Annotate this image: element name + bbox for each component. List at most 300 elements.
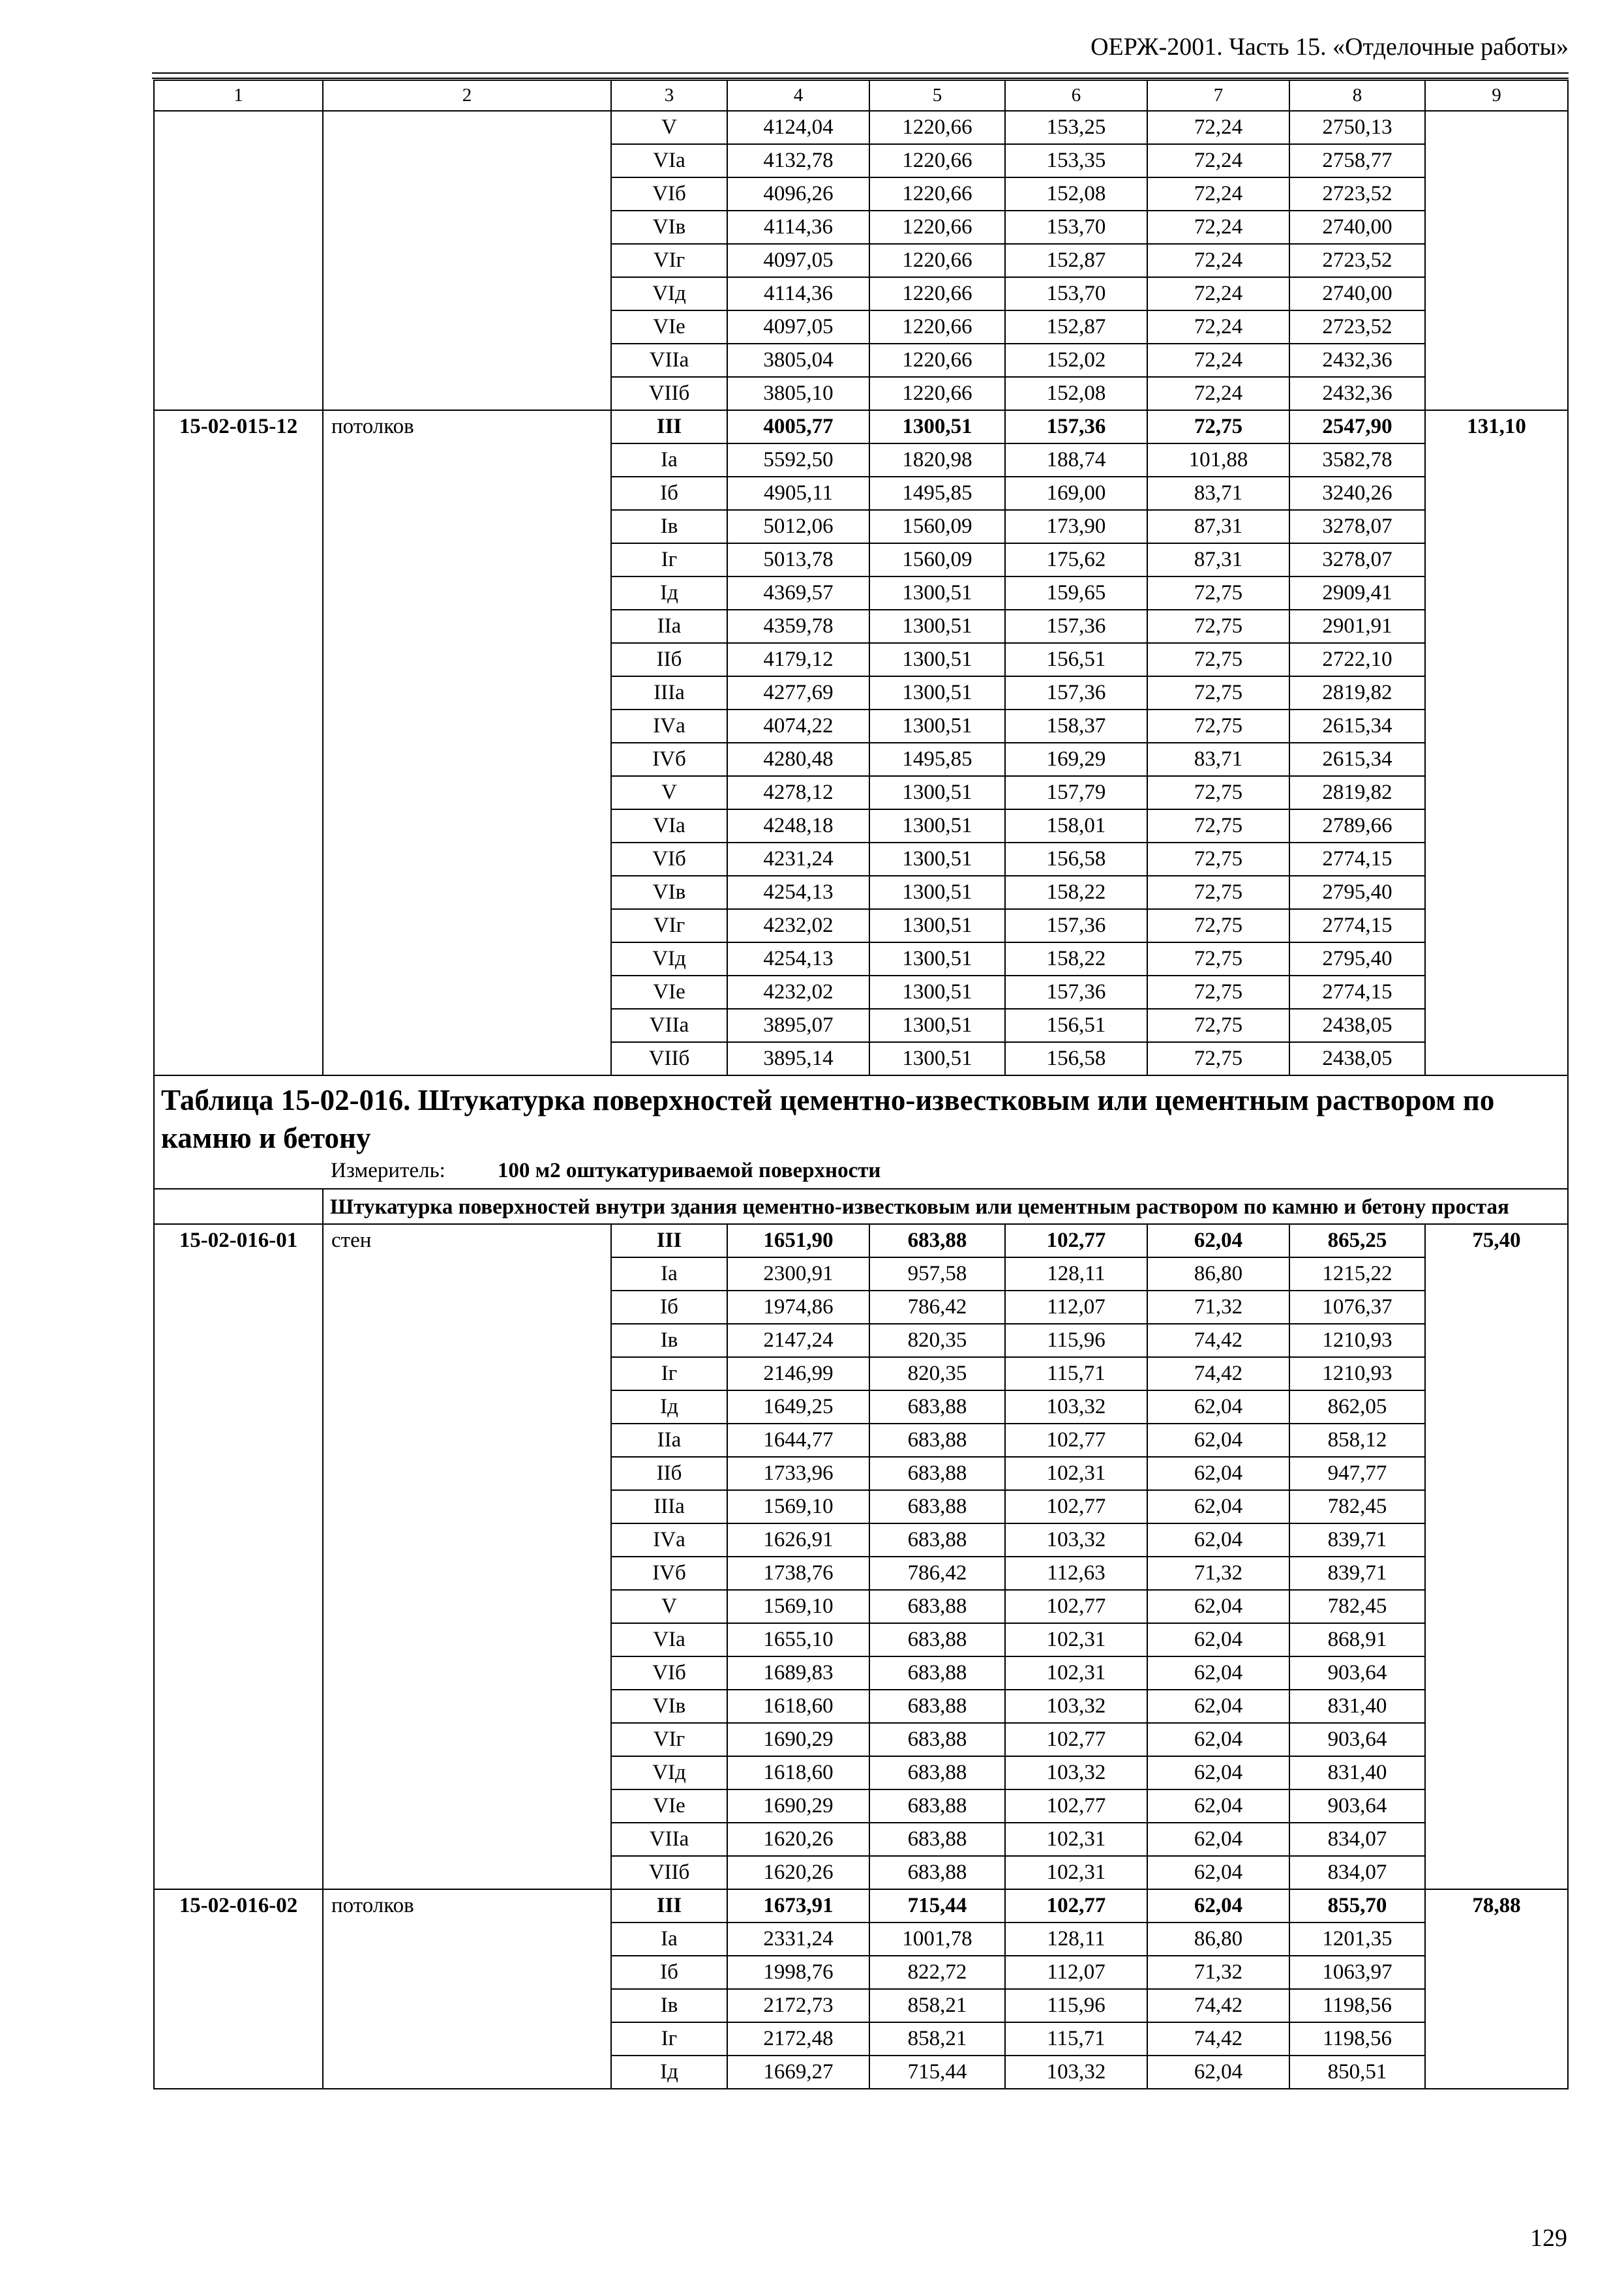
materials-cost: 858,12: [1289, 1424, 1425, 1457]
machine-cost: 102,77: [1005, 1789, 1147, 1823]
total-cost: 2300,91: [727, 1257, 869, 1291]
zone: Iд: [611, 2056, 727, 2089]
machine-cost: 175,62: [1005, 543, 1147, 576]
zone: VIг: [611, 1723, 727, 1756]
materials-cost: 2789,66: [1289, 809, 1425, 843]
materials-cost: 2750,13: [1289, 111, 1425, 144]
total-cost: 1618,60: [727, 1756, 869, 1789]
machine-cost: 153,25: [1005, 111, 1147, 144]
materials-cost: 2819,82: [1289, 776, 1425, 809]
total-cost: 4005,77: [727, 410, 869, 443]
machine-cost: 169,29: [1005, 743, 1147, 776]
zone: IVб: [611, 743, 727, 776]
zone: VIв: [611, 876, 727, 909]
rate-code: 15-02-016-01: [154, 1224, 323, 1889]
materials-cost: 947,77: [1289, 1457, 1425, 1490]
total-cost: 1738,76: [727, 1557, 869, 1590]
materials-cost: 2615,34: [1289, 710, 1425, 743]
machine-cost: 112,63: [1005, 1557, 1147, 1590]
zone: VIIб: [611, 377, 727, 410]
labor-cost: 1300,51: [869, 1009, 1005, 1042]
machinist-wage: 71,32: [1147, 1956, 1289, 1989]
materials-cost: 862,05: [1289, 1390, 1425, 1424]
machinist-wage: 62,04: [1147, 1390, 1289, 1424]
total-cost: 4179,12: [727, 643, 869, 676]
labor-cost: 1300,51: [869, 576, 1005, 610]
total-cost: 4097,05: [727, 244, 869, 277]
materials-cost: 2795,40: [1289, 876, 1425, 909]
machine-cost: 102,31: [1005, 1823, 1147, 1856]
machine-cost: 115,71: [1005, 1357, 1147, 1390]
zone: VIа: [611, 1623, 727, 1656]
total-cost: 1620,26: [727, 1856, 869, 1889]
zone: IIа: [611, 610, 727, 643]
labor-cost: 683,88: [869, 1690, 1005, 1723]
total-cost: 4074,22: [727, 710, 869, 743]
labor-cost: 957,58: [869, 1257, 1005, 1291]
zone: VIд: [611, 277, 727, 310]
labor-cost: 1495,85: [869, 743, 1005, 776]
machine-cost: 153,35: [1005, 144, 1147, 177]
machine-cost: 153,70: [1005, 211, 1147, 244]
total-cost: 2146,99: [727, 1357, 869, 1390]
total-cost: 2172,73: [727, 1989, 869, 2022]
total-cost: 1644,77: [727, 1424, 869, 1457]
zone: IIIа: [611, 676, 727, 710]
labor-cost: 1300,51: [869, 942, 1005, 976]
materials-cost: 2615,34: [1289, 743, 1425, 776]
rate-code: 15-02-016-02: [154, 1889, 323, 2089]
column-number: 3: [611, 80, 727, 111]
materials-cost: 834,07: [1289, 1823, 1425, 1856]
labor-cost: 1300,51: [869, 410, 1005, 443]
total-cost: 1689,83: [727, 1656, 869, 1690]
machine-cost: 115,71: [1005, 2022, 1147, 2056]
machinist-wage: 62,04: [1147, 1690, 1289, 1723]
machine-cost: 156,58: [1005, 843, 1147, 876]
zone: Iб: [611, 1956, 727, 1989]
zone: VIе: [611, 976, 727, 1009]
measure-value: 100 м2 оштукатуриваемой поверхности: [497, 1159, 881, 1182]
zone: Iа: [611, 1922, 727, 1956]
measure-unit: [161, 1157, 1561, 1184]
labor-cost: 1001,78: [869, 1922, 1005, 1956]
labor-cost: 1220,66: [869, 211, 1005, 244]
machine-cost: 156,58: [1005, 1042, 1147, 1075]
total-cost: 4254,13: [727, 942, 869, 976]
labor-cost: 1220,66: [869, 310, 1005, 344]
zone: III: [611, 1224, 727, 1257]
machine-cost: 188,74: [1005, 443, 1147, 477]
machine-cost: 128,11: [1005, 1922, 1147, 1956]
machinist-wage: 62,04: [1147, 1224, 1289, 1257]
total-cost: 4369,57: [727, 576, 869, 610]
zone: Iг: [611, 1357, 727, 1390]
machine-cost: 159,65: [1005, 576, 1147, 610]
total-cost: 1690,29: [727, 1789, 869, 1823]
zone: III: [611, 1889, 727, 1922]
total-cost: 4096,26: [727, 177, 869, 211]
total-cost: 4905,11: [727, 477, 869, 510]
machinist-wage: 72,75: [1147, 610, 1289, 643]
machinist-wage: 72,75: [1147, 876, 1289, 909]
machine-cost: 103,32: [1005, 1390, 1147, 1424]
machine-cost: 102,31: [1005, 1623, 1147, 1656]
labor-hours: 131,10: [1425, 410, 1568, 1075]
machinist-wage: 62,04: [1147, 1523, 1289, 1557]
zone: VIг: [611, 909, 727, 942]
zone: VIIб: [611, 1856, 727, 1889]
zone: VIIа: [611, 344, 727, 377]
machinist-wage: 62,04: [1147, 1789, 1289, 1823]
machine-cost: 102,77: [1005, 1224, 1147, 1257]
total-cost: 1569,10: [727, 1490, 869, 1523]
machinist-wage: 72,24: [1147, 277, 1289, 310]
labor-cost: 683,88: [869, 1590, 1005, 1623]
total-cost: 4248,18: [727, 809, 869, 843]
zone: V: [611, 1590, 727, 1623]
labor-cost: 1300,51: [869, 809, 1005, 843]
zone: Iв: [611, 1324, 727, 1357]
total-cost: 1733,96: [727, 1457, 869, 1490]
labor-cost: 1300,51: [869, 610, 1005, 643]
zone: VIб: [611, 177, 727, 211]
zone: IVа: [611, 710, 727, 743]
zone: Iб: [611, 477, 727, 510]
machinist-wage: 87,31: [1147, 543, 1289, 576]
materials-cost: 850,51: [1289, 2056, 1425, 2089]
machine-cost: 152,08: [1005, 377, 1147, 410]
total-cost: 2172,48: [727, 2022, 869, 2056]
materials-cost: 1198,56: [1289, 2022, 1425, 2056]
zone: VIд: [611, 942, 727, 976]
labor-cost: 1820,98: [869, 443, 1005, 477]
total-cost: 3895,07: [727, 1009, 869, 1042]
materials-cost: 1210,93: [1289, 1357, 1425, 1390]
zone: Iв: [611, 510, 727, 543]
column-number: 2: [323, 80, 611, 111]
labor-hours: 78,88: [1425, 1889, 1568, 2089]
labor-cost: 858,21: [869, 1989, 1005, 2022]
labor-cost: 683,88: [869, 1523, 1005, 1557]
zone: IIб: [611, 643, 727, 676]
zone: VIе: [611, 1789, 727, 1823]
labor-cost: 1300,51: [869, 909, 1005, 942]
machine-cost: 157,36: [1005, 410, 1147, 443]
labor-cost: 1560,09: [869, 543, 1005, 576]
page-number: 129: [1530, 2224, 1567, 2252]
labor-cost: 715,44: [869, 2056, 1005, 2089]
subsection-indent: [154, 1189, 323, 1224]
table-row: [154, 1224, 1568, 1257]
machine-cost: 157,36: [1005, 909, 1147, 942]
labor-cost: 683,88: [869, 1490, 1005, 1523]
zone: VIIб: [611, 1042, 727, 1075]
subsection-row: [154, 1189, 1568, 1224]
machine-cost: 102,77: [1005, 1889, 1147, 1922]
materials-cost: 1201,35: [1289, 1922, 1425, 1956]
machine-cost: 158,22: [1005, 876, 1147, 909]
machinist-wage: 72,75: [1147, 809, 1289, 843]
machinist-wage: 72,24: [1147, 211, 1289, 244]
materials-cost: 1210,93: [1289, 1324, 1425, 1357]
machine-cost: 112,07: [1005, 1956, 1147, 1989]
total-cost: 2147,24: [727, 1324, 869, 1357]
machinist-wage: 74,42: [1147, 1324, 1289, 1357]
materials-cost: 2901,91: [1289, 610, 1425, 643]
zone: IIIа: [611, 1490, 727, 1523]
rate-code: [154, 111, 323, 410]
total-cost: 4114,36: [727, 277, 869, 310]
machine-cost: 102,31: [1005, 1656, 1147, 1690]
machine-cost: 153,70: [1005, 277, 1147, 310]
machinist-wage: 74,42: [1147, 1357, 1289, 1390]
zone: Iг: [611, 2022, 727, 2056]
materials-cost: 782,45: [1289, 1590, 1425, 1623]
materials-cost: 2758,77: [1289, 144, 1425, 177]
total-cost: 5592,50: [727, 443, 869, 477]
total-cost: 3805,10: [727, 377, 869, 410]
machine-cost: 156,51: [1005, 1009, 1147, 1042]
labor-cost: 1495,85: [869, 477, 1005, 510]
machinist-wage: 72,24: [1147, 344, 1289, 377]
zone: VIв: [611, 1690, 727, 1723]
total-cost: 1651,90: [727, 1224, 869, 1257]
materials-cost: 839,71: [1289, 1557, 1425, 1590]
materials-cost: 2774,15: [1289, 976, 1425, 1009]
materials-cost: 2438,05: [1289, 1042, 1425, 1075]
total-cost: 4097,05: [727, 310, 869, 344]
machine-cost: 103,32: [1005, 2056, 1147, 2089]
total-cost: 4132,78: [727, 144, 869, 177]
zone: Iв: [611, 1989, 727, 2022]
labor-cost: 683,88: [869, 1457, 1005, 1490]
machinist-wage: 72,24: [1147, 377, 1289, 410]
total-cost: 4277,69: [727, 676, 869, 710]
machinist-wage: 62,04: [1147, 1490, 1289, 1523]
materials-cost: 2909,41: [1289, 576, 1425, 610]
zone: Iа: [611, 1257, 727, 1291]
machine-cost: 102,77: [1005, 1590, 1147, 1623]
machinist-wage: 72,75: [1147, 776, 1289, 809]
machine-cost: 102,77: [1005, 1723, 1147, 1756]
machinist-wage: 83,71: [1147, 743, 1289, 776]
labor-cost: 1300,51: [869, 1042, 1005, 1075]
machinist-wage: 62,04: [1147, 1823, 1289, 1856]
labor-cost: 683,88: [869, 1856, 1005, 1889]
machinist-wage: 72,75: [1147, 976, 1289, 1009]
machinist-wage: 101,88: [1147, 443, 1289, 477]
machine-cost: 102,31: [1005, 1856, 1147, 1889]
total-cost: 4280,48: [727, 743, 869, 776]
machine-cost: 112,07: [1005, 1291, 1147, 1324]
zone: IIа: [611, 1424, 727, 1457]
materials-cost: 2740,00: [1289, 211, 1425, 244]
total-cost: 2331,24: [727, 1922, 869, 1956]
labor-cost: 683,88: [869, 1756, 1005, 1789]
materials-cost: 2740,00: [1289, 277, 1425, 310]
machinist-wage: 72,75: [1147, 843, 1289, 876]
total-cost: 1649,25: [727, 1390, 869, 1424]
materials-cost: 2438,05: [1289, 1009, 1425, 1042]
labor-cost: 1220,66: [869, 244, 1005, 277]
labor-cost: 1300,51: [869, 976, 1005, 1009]
machine-cost: 157,36: [1005, 676, 1147, 710]
materials-cost: 1215,22: [1289, 1257, 1425, 1291]
total-cost: 1690,29: [727, 1723, 869, 1756]
total-cost: 4254,13: [727, 876, 869, 909]
labor-cost: 1220,66: [869, 111, 1005, 144]
total-cost: 4278,12: [727, 776, 869, 809]
machinist-wage: 72,75: [1147, 676, 1289, 710]
materials-cost: 2723,52: [1289, 177, 1425, 211]
materials-cost: 1076,37: [1289, 1291, 1425, 1324]
work-name: потолков: [323, 410, 611, 1075]
materials-cost: 2547,90: [1289, 410, 1425, 443]
machinist-wage: 72,75: [1147, 909, 1289, 942]
labor-cost: 820,35: [869, 1324, 1005, 1357]
labor-cost: 1300,51: [869, 876, 1005, 909]
total-cost: 3805,04: [727, 344, 869, 377]
zone: IIб: [611, 1457, 727, 1490]
total-cost: 5012,06: [727, 510, 869, 543]
total-cost: 1626,91: [727, 1523, 869, 1557]
materials-cost: 903,64: [1289, 1789, 1425, 1823]
labor-cost: 1220,66: [869, 377, 1005, 410]
machinist-wage: 62,04: [1147, 1623, 1289, 1656]
labor-cost: 1300,51: [869, 643, 1005, 676]
machine-cost: 102,31: [1005, 1457, 1147, 1490]
machinist-wage: 62,04: [1147, 1756, 1289, 1789]
total-cost: 4114,36: [727, 211, 869, 244]
materials-cost: 2432,36: [1289, 377, 1425, 410]
labor-cost: 1300,51: [869, 843, 1005, 876]
materials-cost: 2774,15: [1289, 843, 1425, 876]
rate-code: 15-02-015-12: [154, 410, 323, 1075]
labor-cost: 1220,66: [869, 144, 1005, 177]
zone: IVб: [611, 1557, 727, 1590]
total-cost: 1655,10: [727, 1623, 869, 1656]
machine-cost: 158,22: [1005, 942, 1147, 976]
machinist-wage: 62,04: [1147, 1424, 1289, 1457]
machinist-wage: 62,04: [1147, 1889, 1289, 1922]
total-cost: 1669,27: [727, 2056, 869, 2089]
machine-cost: 103,32: [1005, 1523, 1147, 1557]
machinist-wage: 72,75: [1147, 710, 1289, 743]
labor-cost: 1220,66: [869, 277, 1005, 310]
machinist-wage: 87,31: [1147, 510, 1289, 543]
machine-cost: 115,96: [1005, 1989, 1147, 2022]
labor-hours: [1425, 111, 1568, 410]
materials-cost: 3582,78: [1289, 443, 1425, 477]
zone: IVа: [611, 1523, 727, 1557]
zone: III: [611, 410, 727, 443]
labor-cost: 683,88: [869, 1390, 1005, 1424]
total-cost: 4124,04: [727, 111, 869, 144]
machine-cost: 158,01: [1005, 809, 1147, 843]
total-cost: 3895,14: [727, 1042, 869, 1075]
total-cost: 1618,60: [727, 1690, 869, 1723]
zone: VIа: [611, 809, 727, 843]
work-name: стен: [323, 1224, 611, 1889]
table-title-row: [154, 1075, 1568, 1189]
column-number: 5: [869, 80, 1005, 111]
machine-cost: 128,11: [1005, 1257, 1147, 1291]
machine-cost: 158,37: [1005, 710, 1147, 743]
zone: VIд: [611, 1756, 727, 1789]
table-row: [154, 410, 1568, 443]
machinist-wage: 72,24: [1147, 111, 1289, 144]
machinist-wage: 72,24: [1147, 177, 1289, 211]
total-cost: 1620,26: [727, 1823, 869, 1856]
machine-cost: 169,00: [1005, 477, 1147, 510]
zone: VIб: [611, 1656, 727, 1690]
zone: VIа: [611, 144, 727, 177]
materials-cost: 782,45: [1289, 1490, 1425, 1523]
column-number: 6: [1005, 80, 1147, 111]
labor-cost: 1560,09: [869, 510, 1005, 543]
labor-hours: 75,40: [1425, 1224, 1568, 1889]
machinist-wage: 86,80: [1147, 1922, 1289, 1956]
labor-cost: 683,88: [869, 1224, 1005, 1257]
table-row: [154, 111, 1568, 144]
column-number-row: [154, 80, 1568, 111]
zone: VIв: [611, 211, 727, 244]
machine-cost: 152,87: [1005, 244, 1147, 277]
column-number: 7: [1147, 80, 1289, 111]
materials-cost: 865,25: [1289, 1224, 1425, 1257]
zone: Iд: [611, 576, 727, 610]
materials-cost: 831,40: [1289, 1756, 1425, 1789]
labor-cost: 822,72: [869, 1956, 1005, 1989]
labor-cost: 683,88: [869, 1723, 1005, 1756]
header-rule: [152, 78, 1569, 79]
labor-cost: 1300,51: [869, 676, 1005, 710]
labor-cost: 683,88: [869, 1424, 1005, 1457]
total-cost: 1673,91: [727, 1889, 869, 1922]
zone: V: [611, 111, 727, 144]
total-cost: 4232,02: [727, 909, 869, 942]
materials-cost: 839,71: [1289, 1523, 1425, 1557]
machine-cost: 157,36: [1005, 610, 1147, 643]
zone: Iд: [611, 1390, 727, 1424]
labor-cost: 820,35: [869, 1357, 1005, 1390]
total-cost: 1569,10: [727, 1590, 869, 1623]
labor-cost: 1300,51: [869, 776, 1005, 809]
total-cost: 4231,24: [727, 843, 869, 876]
labor-cost: 683,88: [869, 1823, 1005, 1856]
running-header: ОЕРЖ-2001. Часть 15. «Отделочные работы»: [1090, 33, 1569, 61]
materials-cost: 2795,40: [1289, 942, 1425, 976]
machinist-wage: 72,75: [1147, 1042, 1289, 1075]
labor-cost: 858,21: [869, 2022, 1005, 2056]
materials-cost: 2432,36: [1289, 344, 1425, 377]
column-number: 4: [727, 80, 869, 111]
column-number: 8: [1289, 80, 1425, 111]
machine-cost: 152,02: [1005, 344, 1147, 377]
materials-cost: 903,64: [1289, 1656, 1425, 1690]
zone: Iа: [611, 443, 727, 477]
labor-cost: 683,88: [869, 1789, 1005, 1823]
column-number: 1: [154, 80, 323, 111]
header-rule: [152, 72, 1569, 74]
total-cost: 1974,86: [727, 1291, 869, 1324]
materials-cost: 3278,07: [1289, 543, 1425, 576]
machinist-wage: 72,75: [1147, 410, 1289, 443]
materials-cost: 2819,82: [1289, 676, 1425, 710]
work-name: потолков: [323, 1889, 611, 2089]
machinist-wage: 62,04: [1147, 1656, 1289, 1690]
